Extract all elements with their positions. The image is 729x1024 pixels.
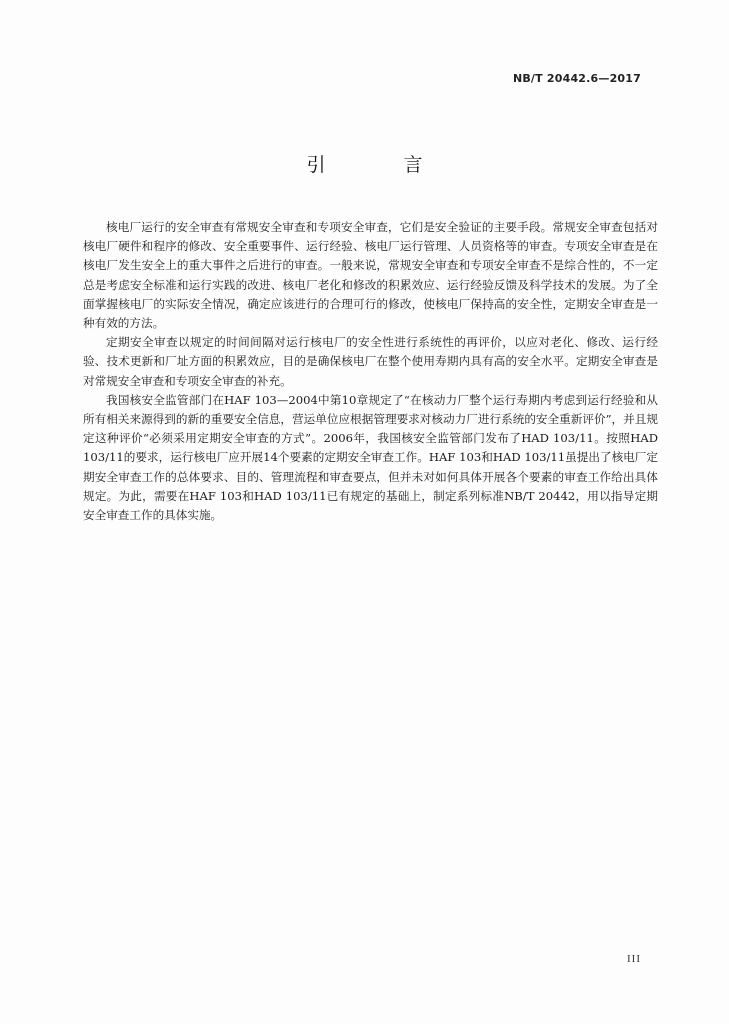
paragraph-3: 我国核安全监管部门在HAF 103—2004中第10章规定了“在核动力厂整个运行寿期内考虑到运行经验和从所有相关来源得到的新的重要安全信息，营运单位应根据管理要求对核动力厂进行系统的安全重新评价”，并且规定这种评价“必须采用定期安全审查的方式”。2006年，我国核安全监管部门发布了HAD 103/11。按照HAD 103/11的要求，运行核电厂应开展14个要素的定期安全审查工作。HAF 103和HAD 103/11虽提出了核电厂定期安全审查工作的总体要求、目的、管理流程和审查要点，但并未对如何具体开展各个要素的审查工作给出具体规定。为此，需要在HAF 103和HAD 103/11已有规定的基础上，制定系列标准NB/T 20442，用以指导定期安全审查工作的具体实施。 bbox=[83, 392, 658, 523]
standard-code: NB/T 20442.6—2017 bbox=[512, 72, 641, 85]
paragraph-2: 定期安全审查以规定的时间间隔对运行核电厂的安全性进行系统性的再评价，以应对老化、修改、运行经验、技术更新和厂址方面的积累效应，目的是确保核电厂在整个使用寿期内具有高的安全水平。定期安全审查是对常规安全审查和专项安全审查的补充。 bbox=[83, 335, 658, 388]
page-number: III bbox=[627, 953, 641, 965]
body-text bbox=[83, 218, 658, 525]
paragraph-1: 核电厂运行的安全审查有常规安全审查和专项安全审查，它们是安全验证的主要手段。常规安全审查包括对核电厂硬件和程序的修改、安全重要事件、运行经验、核电厂运行管理、人员资格等的审查。专项安全审查是在核电厂发生安全上的重大事件之后进行的审查。一般来说，常规安全审查和专项安全审查不是综合性的，不一定总是考虑安全标准和运行实践的改进、核电厂老化和修改的积累效应、运行经验反馈及科学技术的发展。为了全面掌握核电厂的实际安全情况，确定应该进行的合理可行的修改，使核电厂保持高的安全性，定期安全审查是一种有效的方法。 bbox=[83, 220, 658, 331]
page-title: 引 言 bbox=[306, 154, 459, 176]
